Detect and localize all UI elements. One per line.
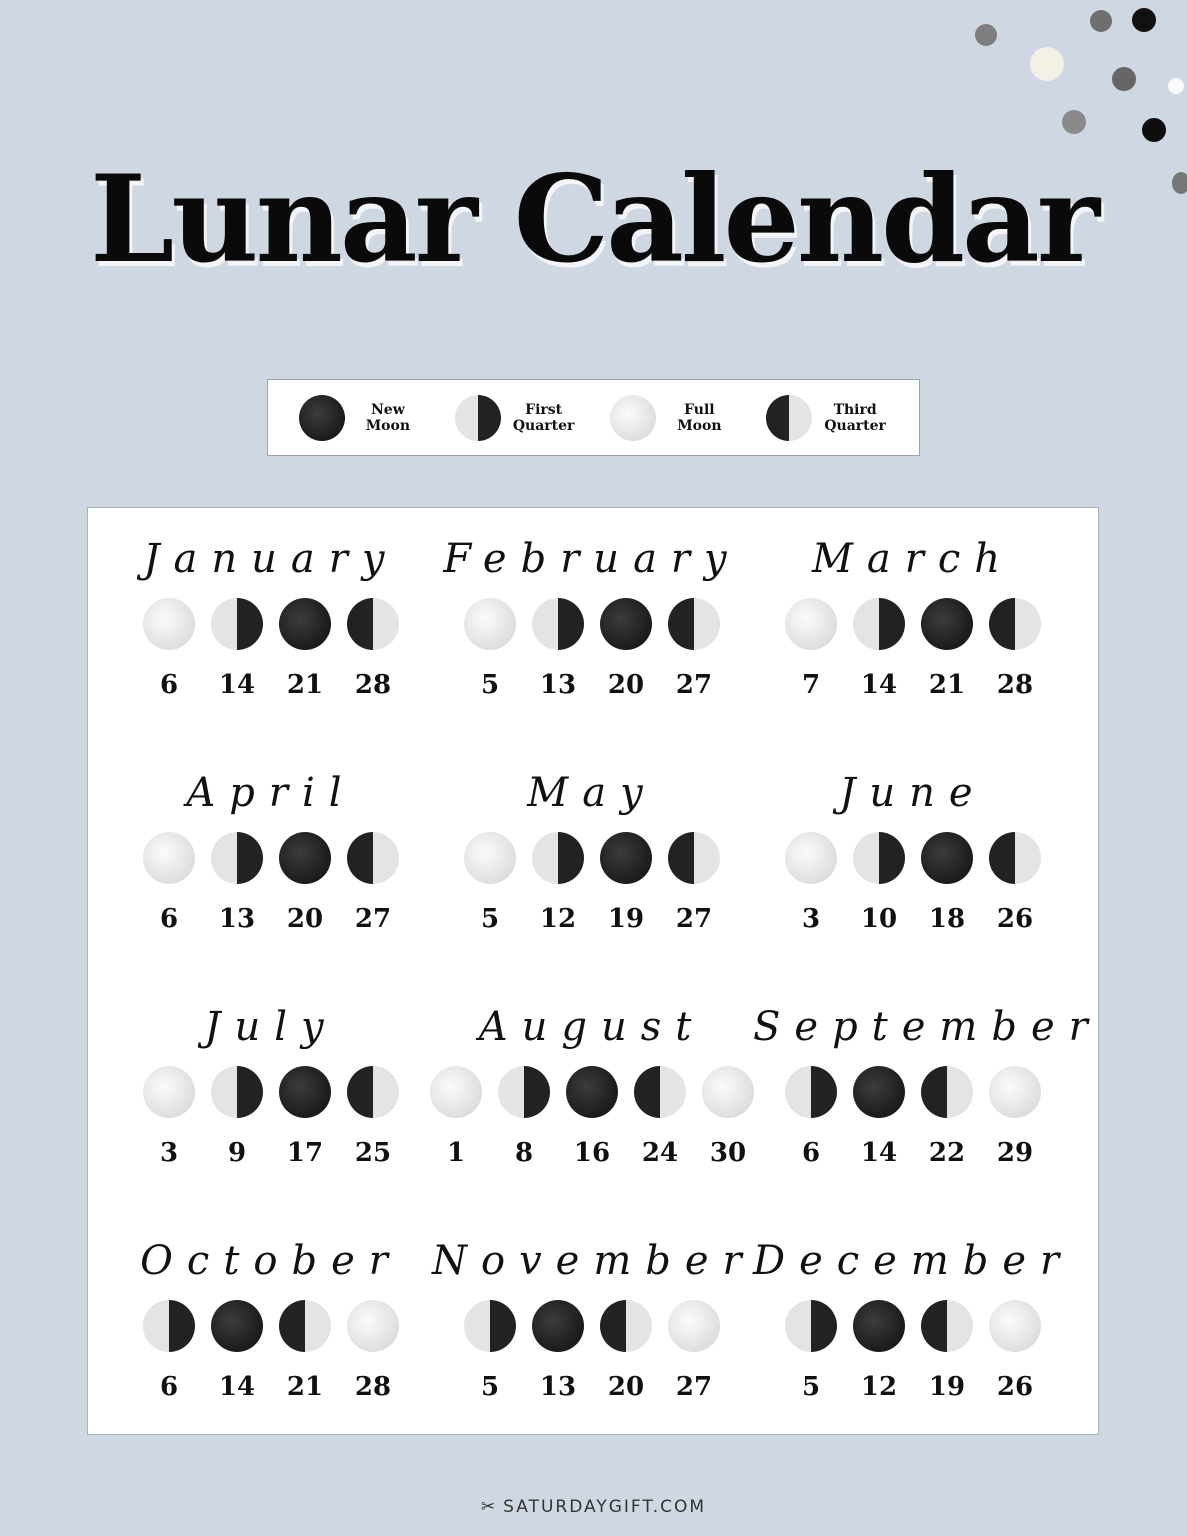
month-name: September [753,1004,1102,1050]
phase-entry [211,598,263,700]
third-quarter-icon [668,598,720,650]
legend-label [822,402,888,434]
new-moon-icon [600,598,652,650]
third-quarter-icon [921,1066,973,1118]
confetti-dot [1142,118,1166,142]
full-moon-icon [785,832,837,884]
phase-date: 25 [354,1138,392,1168]
third-quarter-icon [347,598,399,650]
confetti-dot [975,24,997,46]
third-quarter-icon [766,395,812,441]
third-quarter-icon [600,1300,652,1352]
phase-date: 18 [928,904,966,934]
phase-date: 20 [607,670,645,700]
phase-date: 13 [539,1372,577,1402]
phase-date: 9 [227,1138,247,1168]
legend-item-third [766,395,888,441]
legend-label-line1: First [525,401,563,418]
third-quarter-icon [279,1300,331,1352]
first-quarter-icon [532,598,584,650]
full-moon-icon [347,1300,399,1352]
phase-date: 22 [928,1138,966,1168]
phase-date: 17 [286,1138,324,1168]
legend-label [511,402,577,434]
phase-entry [668,598,720,700]
legend-label-line2: Moon [677,417,722,434]
first-quarter-icon [464,1300,516,1352]
phase-date: 20 [286,904,324,934]
phase-date: 14 [860,670,898,700]
full-moon-icon [785,598,837,650]
month-september [753,1004,1102,1184]
phase-date: 26 [996,1372,1034,1402]
month-name: July [204,1004,338,1050]
phase-row [753,598,1073,700]
phase-entry [989,1066,1041,1168]
phase-date: 3 [159,1138,179,1168]
phase-entry [634,1066,686,1168]
full-moon-icon [464,832,516,884]
full-moon-icon [143,598,195,650]
phase-entry [668,1300,720,1402]
phase-date: 12 [539,904,577,934]
month-january [111,536,431,716]
month-name: January [143,536,399,582]
phase-date: 13 [218,904,256,934]
confetti-dot [1030,47,1064,81]
full-moon-icon [143,832,195,884]
month-june [753,770,1073,950]
phase-date: 28 [354,1372,392,1402]
phase-entry [566,1066,618,1168]
confetti-dot [1168,78,1184,94]
phase-entry [279,598,331,700]
month-may [432,770,752,950]
month-name: February [443,536,741,582]
footer-brand-text: SATURDAYGIFT.COM [503,1497,707,1517]
phase-date: 3 [801,904,821,934]
phase-date: 20 [607,1372,645,1402]
confetti-dot [1090,10,1112,32]
new-moon-icon [211,1300,263,1352]
legend-item-new [299,395,421,441]
phase-entry [600,598,652,700]
phase-date: 28 [354,670,392,700]
phase-entry [785,1300,837,1402]
month-august [432,1004,752,1184]
month-name: May [527,770,657,816]
phase-entry [785,1066,837,1168]
legend-item-first [455,395,577,441]
confetti-dot [1132,8,1156,32]
phase-date: 21 [928,670,966,700]
phase-entry [279,1066,331,1168]
phase-entry [211,832,263,934]
phase-entry [853,832,905,934]
month-april [111,770,431,950]
month-name: December [753,1238,1074,1284]
phase-date: 16 [573,1138,611,1168]
month-name: October [140,1238,402,1284]
phase-date: 12 [860,1372,898,1402]
month-name: August [478,1004,706,1050]
new-moon-icon [600,832,652,884]
phase-row [432,1066,752,1168]
phase-entry [532,832,584,934]
phase-entry [347,1066,399,1168]
phase-entry [853,598,905,700]
month-name: November [432,1238,756,1284]
first-quarter-icon [785,1066,837,1118]
month-name: June [839,770,987,816]
full-moon-icon [702,1066,754,1118]
new-moon-icon [853,1066,905,1118]
phase-date: 19 [928,1372,966,1402]
phase-entry [702,1066,754,1168]
phase-entry [464,832,516,934]
month-october [111,1238,431,1418]
phase-entry [668,832,720,934]
phase-entry [921,1300,973,1402]
first-quarter-icon [455,395,501,441]
phase-entry [347,598,399,700]
phase-row [111,832,431,934]
phase-date: 21 [286,670,324,700]
first-quarter-icon [853,598,905,650]
legend-label [666,402,732,434]
phase-date: 26 [996,904,1034,934]
third-quarter-icon [921,1300,973,1352]
phase-entry [279,1300,331,1402]
new-moon-icon [299,395,345,441]
new-moon-icon [279,1066,331,1118]
third-quarter-icon [634,1066,686,1118]
phase-date: 5 [480,1372,500,1402]
legend-label-line2: Quarter [512,417,575,434]
third-quarter-icon [989,832,1041,884]
phase-row [111,1300,431,1402]
confetti-dot [1062,110,1086,134]
phase-row [753,1300,1073,1402]
phase-date: 10 [860,904,898,934]
new-moon-icon [279,832,331,884]
phase-date: 13 [539,670,577,700]
phase-entry [143,832,195,934]
phase-date: 6 [159,1372,179,1402]
full-moon-icon [989,1066,1041,1118]
phase-date: 7 [801,670,821,700]
legend-label-line1: Third [833,401,877,418]
phase-entry [989,832,1041,934]
phase-row [753,1066,1073,1168]
phase-date: 6 [159,670,179,700]
month-february [432,536,752,716]
month-july [111,1004,431,1184]
month-november [432,1238,756,1418]
phase-entry [498,1066,550,1168]
month-december [753,1238,1073,1418]
phase-entry [143,1066,195,1168]
first-quarter-icon [853,832,905,884]
phase-entry [211,1300,263,1402]
phase-date: 27 [675,670,713,700]
phase-entry [921,598,973,700]
phase-legend [267,379,920,456]
legend-label-line2: Quarter [824,417,886,434]
full-moon-icon [430,1066,482,1118]
phase-date: 5 [480,904,500,934]
phase-row [432,598,752,700]
phase-entry [989,598,1041,700]
phase-row [753,832,1073,934]
page-title: Lunar Calendar [90,149,1097,290]
full-moon-icon [668,1300,720,1352]
legend-label-line1: New [370,401,405,418]
legend-label-line1: Full [684,401,715,418]
first-quarter-icon [143,1300,195,1352]
phase-entry [921,1066,973,1168]
phase-date: 28 [996,670,1034,700]
phase-entry [464,1300,516,1402]
legend-label-line2: Moon [365,417,411,434]
scissors-icon: ✂ [480,1497,498,1517]
calendar-panel [87,507,1102,1435]
full-moon-icon [989,1300,1041,1352]
phase-entry [464,598,516,700]
new-moon-icon [532,1300,584,1352]
first-quarter-icon [211,1066,263,1118]
phase-date: 29 [996,1138,1034,1168]
full-moon-icon [143,1066,195,1118]
new-moon-icon [279,598,331,650]
phase-entry [532,1300,584,1402]
phase-entry [532,598,584,700]
phase-date: 6 [801,1138,821,1168]
first-quarter-icon [211,832,263,884]
phase-date: 30 [709,1138,747,1168]
phase-entry [279,832,331,934]
third-quarter-icon [668,832,720,884]
phase-row [432,1300,752,1402]
phase-entry [921,832,973,934]
month-march [753,536,1073,716]
phase-entry [600,1300,652,1402]
new-moon-icon [853,1300,905,1352]
full-moon-icon [610,395,656,441]
phase-entry [785,598,837,700]
third-quarter-icon [347,1066,399,1118]
phase-row [432,832,752,934]
phase-entry [211,1066,263,1168]
third-quarter-icon [347,832,399,884]
phase-date: 14 [218,1372,256,1402]
phase-entry [785,832,837,934]
phase-date: 21 [286,1372,324,1402]
phase-date: 6 [159,904,179,934]
phase-date: 14 [860,1138,898,1168]
new-moon-icon [921,832,973,884]
phase-date: 27 [675,1372,713,1402]
phase-entry [989,1300,1041,1402]
confetti-dot [1112,67,1136,91]
phase-date: 27 [675,904,713,934]
legend-label [355,402,421,434]
phase-entry [143,598,195,700]
third-quarter-icon [989,598,1041,650]
phase-date: 14 [218,670,256,700]
first-quarter-icon [498,1066,550,1118]
first-quarter-icon [785,1300,837,1352]
phase-entry [430,1066,482,1168]
first-quarter-icon [211,598,263,650]
phase-entry [853,1066,905,1168]
phase-date: 8 [514,1138,534,1168]
phase-entry [347,832,399,934]
phase-date: 27 [354,904,392,934]
full-moon-icon [464,598,516,650]
phase-date: 5 [480,670,500,700]
phase-date: 19 [607,904,645,934]
month-name: April [186,770,356,816]
month-name: March [811,536,1015,582]
phase-row [111,1066,431,1168]
first-quarter-icon [532,832,584,884]
footer-brand [0,1497,1187,1517]
legend-item-full [610,395,732,441]
phase-date: 1 [446,1138,466,1168]
new-moon-icon [566,1066,618,1118]
phase-row [111,598,431,700]
phase-entry [347,1300,399,1402]
phase-date: 5 [801,1372,821,1402]
phase-date: 24 [641,1138,679,1168]
phase-entry [143,1300,195,1402]
phase-entry [853,1300,905,1402]
phase-entry [600,832,652,934]
new-moon-icon [921,598,973,650]
